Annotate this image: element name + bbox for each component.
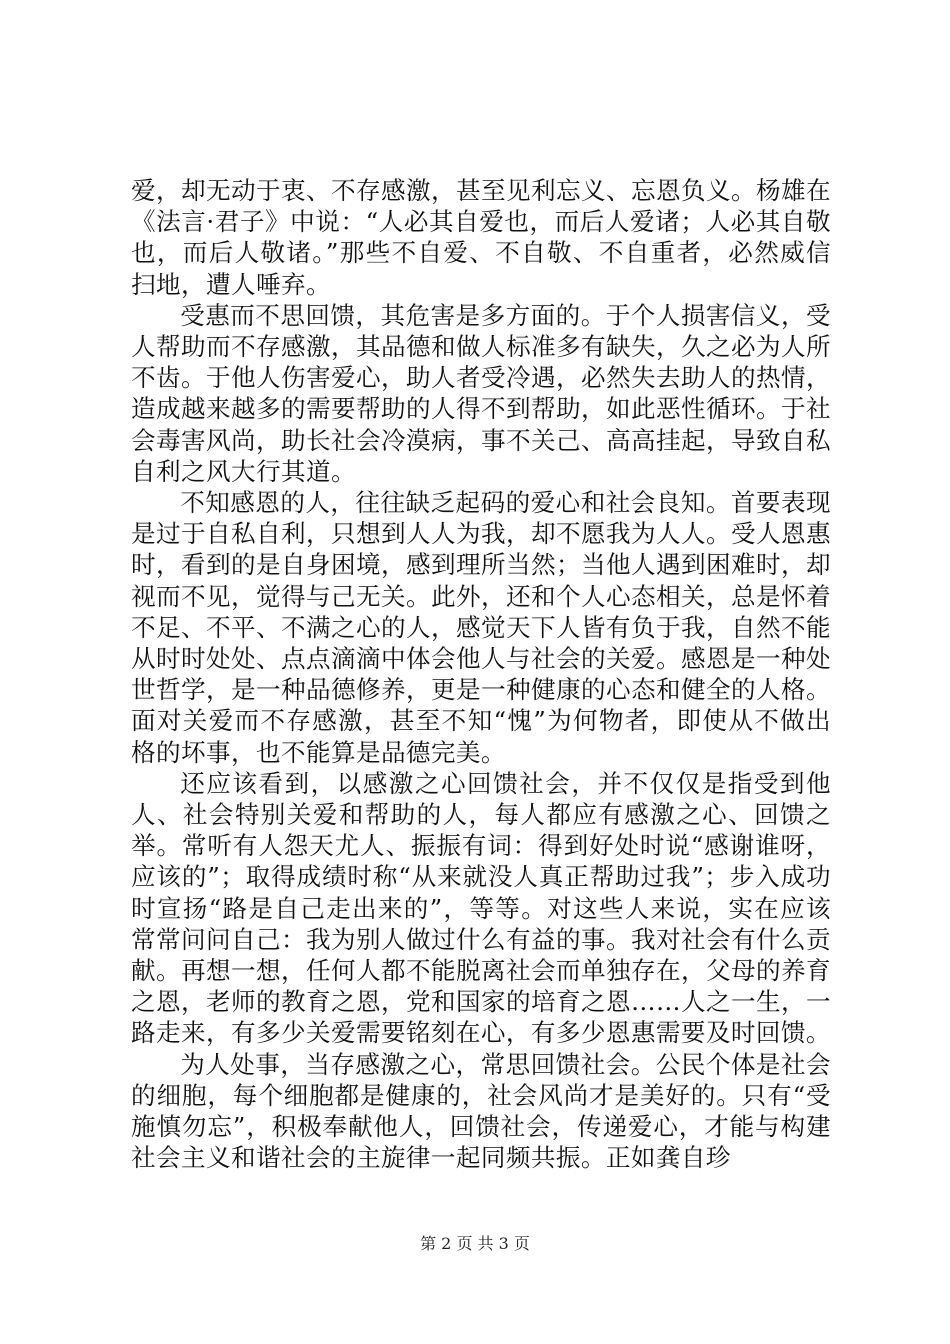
page-footer: [0, 1234, 950, 1254]
paragraph: 为人处事，当存感激之心，常思回馈社会。公民个体是社会的细胞，每个细胞都是健康的，社会风尚才是美好的。只有“受施慎勿忘”，积极奉献他人，回馈社会，传递爱心，才能与构建社会主义和谐社会的主旋律一起同频共振。正如龚自珍: [131, 1049, 831, 1173]
paragraph: 还应该看到，以感激之心回馈社会，并不仅仅是指受到他人、社会特别关爱和帮助的人，每人都应有感激之心、回馈之举。常听有人怨天尤人、振振有词：得到好处时说“感谢谁呀，应该的”；取得成绩时称“从来就没人真正帮助过我”；步入成功时宣扬“路是自己走出来的”，等等。对这些人来说，实在应该常常问问自己：我为别人做过什么有益的事。我对社会有什么贡献。再想一想，任何人都不能脱离社会而单独存在，父母的养育之恩，老师的教育之恩，党和国家的培育之恩……人之一生，一路走来，有多少关爱需要铭刻在心，有多少恩惠需要及时回馈。: [131, 768, 831, 1048]
paragraph-continued: 爱，却无动于衷、不存感激，甚至见利忘义、忘恩负义。杨雄在《法言·君子》中说：“人必其自爱也，而后人爱诸；人必其自敬也，而后人敬诸。”那些不自爱、不自敬、不自重者，必然威信扫地，遭人唾弃。: [131, 176, 831, 299]
body-text: [131, 175, 831, 1174]
page-number-label: 第 2 页 共 3 页: [420, 1234, 530, 1253]
paragraph: 不知感恩的人，往往缺乏起码的爱心和社会良知。首要表现是过于自私自利，只想到人人为我，却不愿我为人人。受人恩惠时，看到的是自身困境，感到理所当然；当他人遇到困难时，却视而不见，觉得与己无关。此外，还和个人心态相关，总是怀着不足、不平、不满之心的人，感觉天下人皆有负于我，自然不能从时时处处、点点滴滴中体会他人与社会的关爱。感恩是一种处世哲学，是一种品德修养，更是一种健康的心态和健全的人格。面对关爱而不存感激，甚至不知“愧”为何物者，即使从不做出格的坏事，也不能算是品德完美。: [131, 488, 831, 767]
paragraph: 受惠而不思回馈，其危害是多方面的。于个人损害信义，受人帮助而不存感激，其品德和做人标准多有缺失，久之必为人所不齿。于他人伤害爱心，助人者受冷遇，必然失去助人的热情，造成越来越多的需要帮助的人得不到帮助，如此恶性循环。于社会毒害风尚，助长社会冷漠病，事不关己、高高挂起，导致自私自利之风大行其道。: [131, 300, 831, 486]
